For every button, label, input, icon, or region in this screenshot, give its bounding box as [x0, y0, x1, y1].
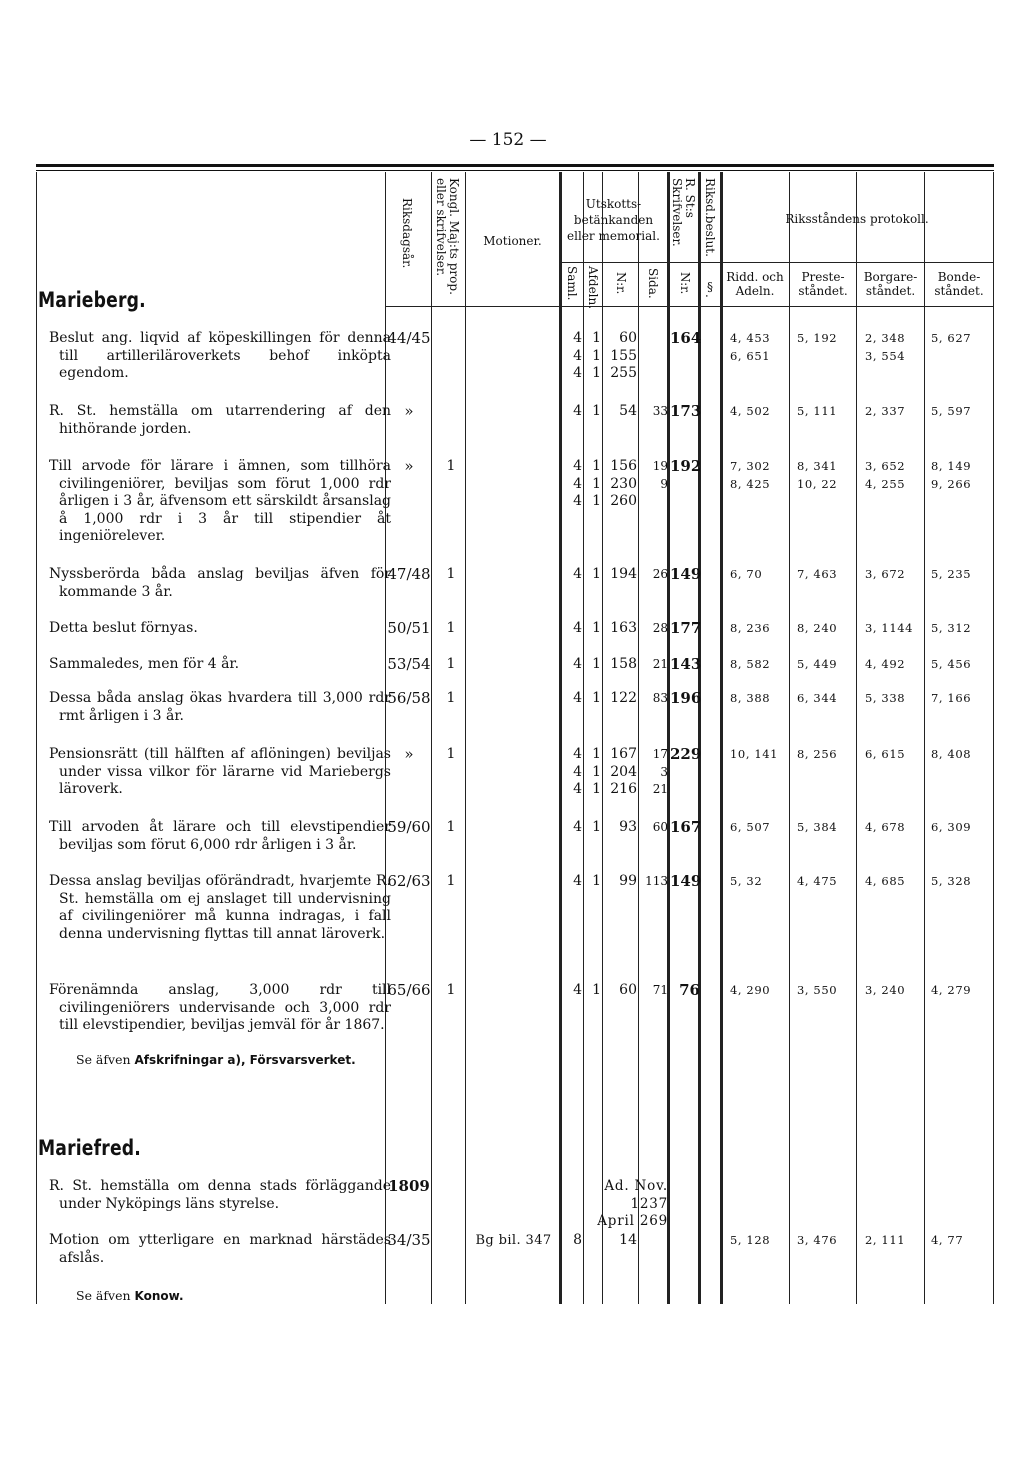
header-saml: Saml.: [565, 266, 579, 301]
row-year: 62/63: [387, 872, 431, 890]
row-rsts-nr: 76: [679, 981, 700, 999]
see-also-reference: Afskrifningar a), Försvarsverket.: [134, 1053, 356, 1067]
row-bonde: 6, 309: [931, 820, 972, 834]
row-kongl: 1: [446, 690, 456, 706]
row-ridd: 8, 236: [730, 621, 771, 635]
row-rsts-nr: 167: [670, 818, 702, 836]
row-nr: 14: [619, 1232, 637, 1248]
header-riksd: Riksd.beslut.: [703, 178, 717, 257]
row-nr: 122: [610, 690, 637, 706]
row-bonde: 5, 597: [931, 404, 972, 418]
row-borgare: 3, 652 4, 255: [865, 459, 906, 491]
row-afdeln: 1 1 1: [592, 458, 601, 509]
row-ridd: 4, 290: [730, 983, 771, 997]
header-sep: [720, 262, 993, 263]
row-year: »: [404, 457, 414, 475]
row-ridd: 8, 582: [730, 657, 771, 671]
row-afdeln: 1: [592, 656, 601, 672]
header-kongl: Kongl. Maj:ts prop. eller skrifvelser.: [434, 178, 461, 295]
row-rsts-nr: 149: [670, 872, 702, 890]
row-year: »: [404, 745, 414, 763]
row-kongl: 1: [446, 873, 456, 889]
row-year: 65/66: [387, 981, 431, 999]
row-saml: 4 4 4: [573, 330, 582, 381]
top-rule: [36, 164, 994, 167]
row-ridd: 10, 141: [730, 747, 779, 761]
row-saml: 4: [573, 873, 582, 889]
row-year: 50/51: [387, 619, 431, 637]
see-also-note: [76, 1052, 356, 1067]
row-preste: 3, 476: [797, 1233, 838, 1247]
row-afdeln: 1: [592, 620, 601, 636]
row-borgare: 4, 685: [865, 874, 906, 888]
row-bonde: 5, 456: [931, 657, 972, 671]
row-description: Motion om ytterligare en marknad härstädes afslås.: [49, 1232, 391, 1266]
row-kongl: 1: [446, 620, 456, 636]
row-rsts-nr: 196: [670, 689, 702, 707]
row-kongl: 1: [446, 656, 456, 672]
col-line: [36, 172, 37, 1304]
row-saml: 4: [573, 982, 582, 998]
header-sep: [559, 262, 720, 263]
row-rsts-nr: 192: [670, 457, 702, 475]
row-description: Sammaledes, men för 4 år.: [49, 656, 240, 672]
row-nr: 60: [619, 982, 637, 998]
see-also-prefix: Se äfven: [76, 1052, 135, 1067]
row-ridd: 5, 32: [730, 874, 763, 888]
row-sida: 21: [652, 657, 668, 671]
row-description: Beslut ang. liqvid af köpeskillingen för denna till artilleriläroverkets behof inköpta egendom.: [49, 330, 391, 381]
row-preste: 5, 449: [797, 657, 838, 671]
header-utskotts: Utskotts- betänkanden eller memorial.: [567, 197, 660, 243]
row-saml: 4: [573, 403, 582, 419]
row-preste: 5, 384: [797, 820, 838, 834]
see-also-note: [76, 1288, 184, 1303]
row-ridd: 8, 388: [730, 691, 771, 705]
row-nr: 156 230 260: [610, 458, 637, 509]
row-year: 44/45: [387, 329, 431, 347]
header-rsts-nr: N:r.: [678, 272, 692, 295]
row-preste: 4, 475: [797, 874, 838, 888]
row-bonde: 5, 312: [931, 621, 972, 635]
row-preste: 8, 240: [797, 621, 838, 635]
row-nr: 99: [619, 873, 637, 889]
row-description: R. St. hemställa om denna stads förläggande under Nyköpings läns styrelse.: [49, 1178, 391, 1212]
row-ridd: 6, 70: [730, 567, 763, 581]
row-rsts-nr: 229: [670, 745, 702, 763]
row-sida: 26: [652, 567, 668, 581]
row-preste: 5, 111: [797, 404, 838, 418]
row-borgare: 5, 338: [865, 691, 906, 705]
row-nr: 54: [619, 403, 637, 419]
row-sida: 28: [652, 621, 668, 635]
row-sida: 113: [645, 874, 668, 888]
row-ridd: 6, 507: [730, 820, 771, 834]
row-nr: 93: [619, 819, 637, 835]
row-saml: 4 4 4: [573, 458, 582, 509]
section-title-marieberg: Marieberg.: [38, 288, 146, 312]
col-line: [465, 172, 466, 1304]
row-preste: 5, 192: [797, 331, 838, 345]
row-ridd: 4, 453 6, 651: [730, 331, 771, 363]
header-borgare: Borgare- ståndet.: [863, 270, 918, 298]
row-description: Till arvoden åt lärare och till elevstipendier beviljas som förut 6,000 rdr årligen i 3 år.: [49, 819, 391, 853]
row-kongl: 1: [446, 458, 456, 474]
row-rsts-nr: 143: [670, 655, 702, 673]
row-bonde: 4, 279: [931, 983, 972, 997]
col-line: [720, 172, 723, 1304]
row-rsts-nr: 177: [670, 619, 702, 637]
row-preste: 8, 256: [797, 747, 838, 761]
row-bonde: 5, 235: [931, 567, 972, 581]
row-afdeln: 1: [592, 403, 601, 419]
row-borgare: 2, 111: [865, 1233, 906, 1247]
row-bonde: 8, 408: [931, 747, 972, 761]
col-line: [638, 172, 639, 1304]
row-year: 47/48: [387, 565, 431, 583]
row-rsts-nr: 173: [670, 402, 702, 420]
top-rule-thin: [36, 170, 994, 171]
row-saml: 4: [573, 690, 582, 706]
row-borgare: 3, 240: [865, 983, 906, 997]
header-bonde: Bonde- ståndet.: [934, 270, 984, 298]
row-afdeln: 1: [592, 873, 601, 889]
col-line: [993, 172, 994, 1304]
row-saml: 4 4 4: [573, 746, 582, 797]
header-afdeln: Afdeln.: [586, 266, 600, 310]
row-utskott-text: Ad. Nov. 1237 April 269: [597, 1178, 668, 1229]
row-ridd: 5, 128: [730, 1233, 771, 1247]
row-description: Till arvode för lärare i ämnen, som tillhöra civilingeniörer, beviljas som förut 1,000 rdr årligen i 3 år, äfvensom ett särskildt årsanslag å 1,000 rdr i 3 år till stipendier åt ingeniörelever.: [49, 458, 391, 544]
row-year: 1809: [388, 1177, 430, 1195]
row-afdeln: 1 1 1: [592, 746, 601, 797]
header-rsts: R. St:s Skrifvelser.: [670, 178, 697, 247]
row-description: Detta beslut förnyas.: [49, 620, 198, 636]
row-year: 56/58: [387, 689, 431, 707]
section-title-mariefred: Mariefred.: [38, 1136, 142, 1160]
row-borgare: 2, 337: [865, 404, 906, 418]
row-sida: 71: [652, 983, 668, 997]
row-sida: 33: [652, 404, 668, 418]
row-bonde: 7, 166: [931, 691, 972, 705]
header-nr: N:r.: [614, 272, 628, 295]
page-number: — 152 —: [469, 130, 547, 150]
header-ridd: Ridd. och Adeln.: [726, 270, 784, 298]
row-description: Pensionsrätt (till hälften af aflöningen) beviljas under vissa vilkor för lärarne vid Mariebergs läroverk.: [49, 746, 391, 797]
row-sida: 19 9: [652, 459, 668, 491]
see-also-prefix: Se äfven: [76, 1288, 135, 1303]
row-ridd: 4, 502: [730, 404, 771, 418]
row-saml: 4: [573, 819, 582, 835]
row-kongl: 1: [446, 982, 456, 998]
row-afdeln: 1: [592, 566, 601, 582]
row-preste: 6, 344: [797, 691, 838, 705]
header-riksdagsar: Riksdagsår.: [400, 198, 414, 269]
row-saml: 4: [573, 656, 582, 672]
row-borgare: 3, 1144: [865, 621, 914, 635]
header-bottom: [385, 306, 993, 307]
row-nr: 163: [610, 620, 637, 636]
row-borgare: 6, 615: [865, 747, 906, 761]
header-motioner: Motioner.: [483, 234, 542, 248]
row-nr: 167 204 216: [610, 746, 637, 797]
row-borgare: 2, 348 3, 554: [865, 331, 906, 363]
row-nr: 194: [610, 566, 637, 582]
row-kongl: 1: [446, 566, 456, 582]
row-saml: 4: [573, 566, 582, 582]
row-description: Dessa båda anslag ökas hvardera till 3,000 rdr rmt årligen i 3 år.: [49, 690, 391, 724]
row-description: R. St. hemställa om utarrendering af den hithörande jorden.: [49, 403, 391, 437]
row-year: 59/60: [387, 818, 431, 836]
row-bonde: 5, 627: [931, 331, 972, 345]
row-rsts-nr: 164: [670, 329, 702, 347]
header-protokoll: Riksståndens protokoll.: [785, 212, 929, 226]
row-kongl: 1: [446, 819, 456, 835]
row-preste: 7, 463: [797, 567, 838, 581]
row-kongl: 1: [446, 746, 456, 762]
row-year: 53/54: [387, 655, 431, 673]
row-sida: 60: [652, 820, 668, 834]
row-preste: 3, 550: [797, 983, 838, 997]
row-borgare: 4, 678: [865, 820, 906, 834]
row-sida: 17 3 21: [652, 747, 668, 796]
row-year: 34/35: [387, 1231, 431, 1249]
row-nr: 158: [610, 656, 637, 672]
row-afdeln: 1: [592, 690, 601, 706]
row-bonde: 5, 328: [931, 874, 972, 888]
header-paragraf: §.: [703, 280, 717, 298]
row-ridd: 7, 302 8, 425: [730, 459, 771, 491]
row-bonde: 4, 77: [931, 1233, 964, 1247]
row-description: Nyssberörda båda anslag beviljas äfven för kommande 3 år.: [49, 566, 391, 600]
see-also-reference: Konow.: [134, 1289, 184, 1303]
row-bonde: 8, 149 9, 266: [931, 459, 972, 491]
row-afdeln: 1 1 1: [592, 330, 601, 381]
row-year: »: [404, 402, 414, 420]
row-preste: 8, 341 10, 22: [797, 459, 838, 491]
header-sida: Sida.: [646, 268, 660, 299]
row-description: Förenämnda anslag, 3,000 rdr till civilingeniörers undervisande och 3,000 rdr till elevstipendier, beviljas jemväl för år 1867.: [49, 982, 391, 1033]
row-borgare: 3, 672: [865, 567, 906, 581]
row-nr: 60 155 255: [610, 330, 637, 381]
row-motion: Bg bil. 347: [475, 1233, 552, 1248]
row-saml: 4: [573, 620, 582, 636]
row-rsts-nr: 149: [670, 565, 702, 583]
header-preste: Preste- ståndet.: [798, 270, 848, 298]
row-afdeln: 1: [592, 819, 601, 835]
row-saml: 8: [573, 1232, 582, 1248]
row-sida: 83: [652, 691, 668, 705]
row-borgare: 4, 492: [865, 657, 906, 671]
row-afdeln: 1: [592, 982, 601, 998]
row-description: Dessa anslag beviljas oförändradt, hvarjemte R. St. hemställa om ej anslaget till undervisning af civilingeniörer må kunna indragas, i fall denna undervisning flyttas till annat läroverk.: [49, 873, 391, 942]
